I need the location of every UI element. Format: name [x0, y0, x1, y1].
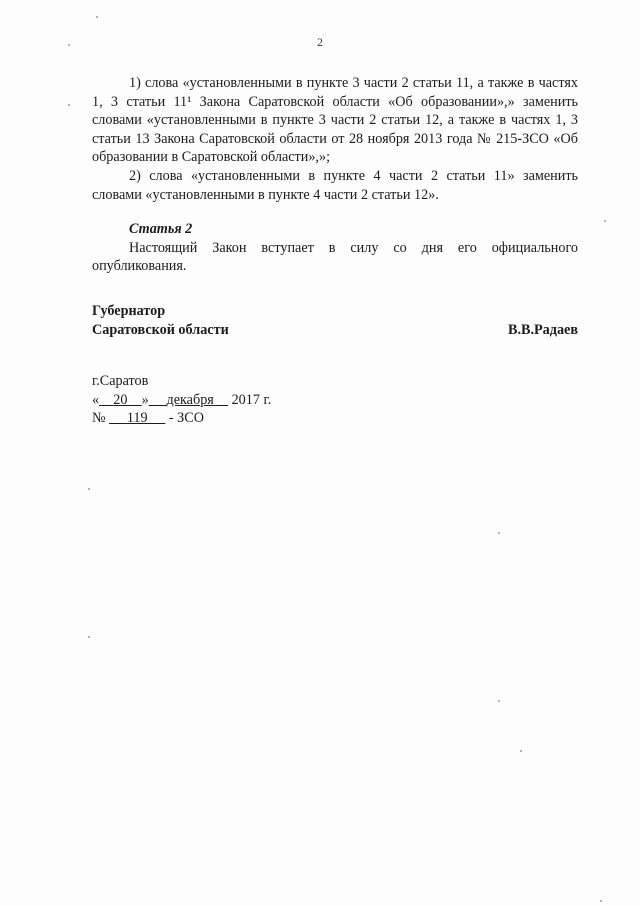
amendment-item-2: 2) слова «установленными в пункте 4 части 2 статьи 11» заменить словами «установленными в пункте 4 части 2 статьи 12».: [92, 167, 578, 203]
article-title: Статья 2: [129, 221, 193, 238]
adoption-date: « 20 » декабря 2017 г.: [92, 391, 272, 408]
scan-speck: [68, 104, 70, 106]
signatory-title-line1: Губернатор: [92, 303, 166, 319]
signatory-name: В.В.Радаев: [507, 321, 578, 338]
scan-speck: [498, 532, 500, 534]
city: г.Саратов: [92, 373, 149, 389]
scan-speck: [68, 44, 70, 46]
law-number: [92, 409, 271, 428]
scan-speck: [88, 636, 90, 638]
number-prefix: №: [92, 410, 106, 427]
scan-speck: [96, 16, 98, 18]
date-day: 20: [113, 391, 128, 408]
scan-speck: [604, 220, 606, 222]
scan-speck: [520, 750, 522, 752]
scan-speck: [498, 700, 500, 702]
scan-speck: [600, 900, 602, 902]
signatory-title-line2: Саратовской области: [92, 321, 229, 338]
adoption-details: [92, 372, 271, 428]
signature-block: [92, 302, 578, 339]
law-text: [92, 74, 578, 276]
article-text: Настоящий Закон вступает в силу со дня его официального опубликования.: [92, 239, 578, 275]
page-number: 2: [317, 35, 323, 49]
date-month: декабря: [166, 391, 214, 408]
amendment-item-1: 1) слова «установленными в пункте 3 части 2 статьи 11, а также в частях 1, 3 статьи 11¹ Закона Саратовской области «Об образовании»,» заменить словами «установленными в пункте 3 части 2 статьи 12, а также в частях 1, 3 статьи 13 Закона Саратовской области от 28 ноября 2013 года № 215-ЗСО «Об образовании в Саратовской области»,»;: [92, 75, 578, 166]
number-suffix: - ЗСО: [168, 410, 204, 427]
scan-speck: [88, 488, 90, 490]
date-year: 2017 г.: [231, 391, 272, 408]
number-value: 119: [126, 410, 148, 427]
